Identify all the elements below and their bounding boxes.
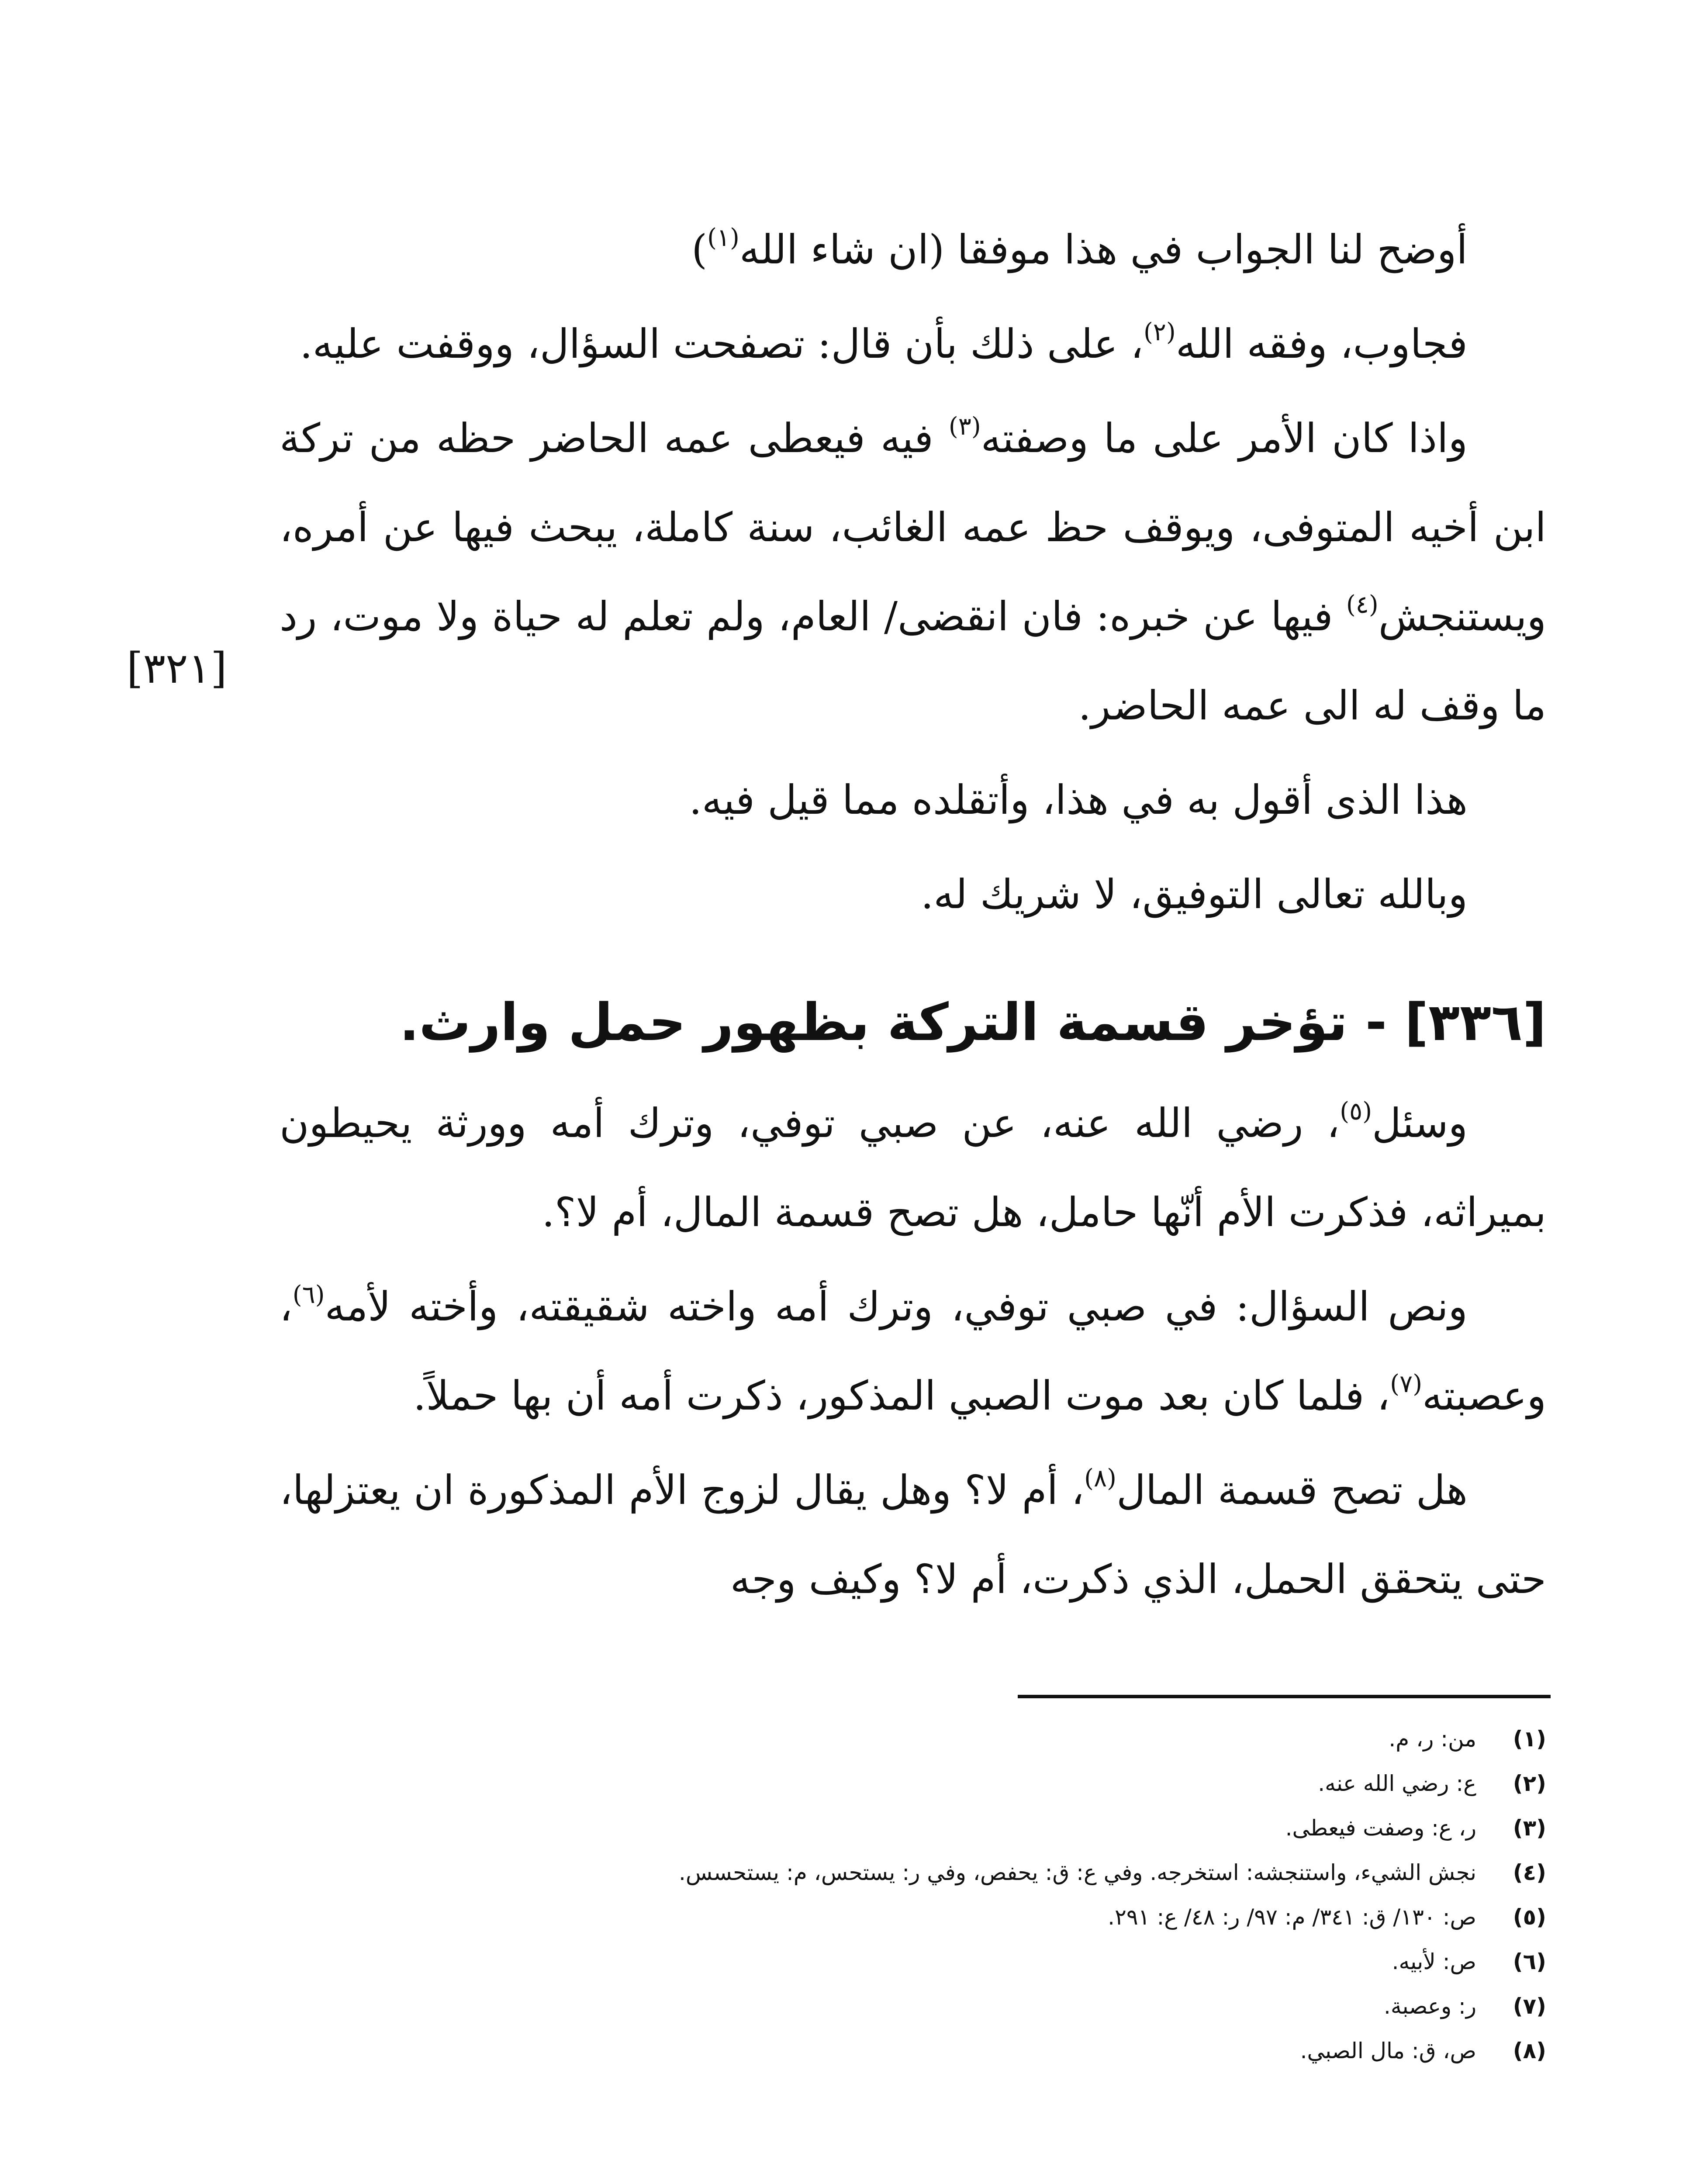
paragraph-2-text: فجاوب، وفقه الله <box>1175 321 1468 367</box>
footnote-number: (٢) <box>1513 1771 1546 1796</box>
manuscript-folio-marker: [٣٢١] <box>127 644 227 693</box>
paragraph-2-text-end: ، على ذلك بأن قال: تصفحت السؤال، ووقفت عليه. <box>300 321 1144 367</box>
footnote-text: ر: وعصبة. <box>1383 1994 1476 2019</box>
footnote-text: ص: لأبيه. <box>1392 1949 1476 1974</box>
footnote-text: ص: ١٣٠/ ق: ٣٤١/ م: ٩٧/ ر: ٤٨/ ع: ٢٩١. <box>1108 1904 1476 1930</box>
paragraph-2 <box>280 300 1546 389</box>
footnote-ref-1[interactable]: (١) <box>707 224 739 252</box>
paragraph-1-text-end: ) <box>691 226 708 273</box>
footnote-text: من: ر، م. <box>1389 1726 1476 1752</box>
paragraph-3-text-middle: فيه فيعطى عمه الحاضر حظه من تركة ابن أخيه المتوفى، ويوقف حظ عمه الغائب، سنة كاملة، يبحث فيها عن أمره، ويستنجش <box>280 415 1546 640</box>
footnote-number: (٣) <box>1513 1815 1546 1841</box>
paragraph-7-text-middle: ، وعصبته <box>280 1283 1546 1419</box>
footnote-ref-8[interactable]: (٨) <box>1084 1464 1116 1493</box>
footnote-number: (٥) <box>1513 1904 1546 1930</box>
paragraph-3-text: واذا كان الأمر على ما وصفته <box>981 415 1468 462</box>
footnote-number: (١) <box>1513 1726 1546 1752</box>
paragraph-7 <box>280 1262 1546 1441</box>
footnote-text: ر، ع: وصفت فيعطى. <box>1285 1815 1476 1841</box>
paragraph-7-text: ونص السؤال: في صبي توفي، وترك أمه واخته شقيقته، وأخته لأمه <box>325 1283 1468 1330</box>
footnote-ref-3[interactable]: (٣) <box>948 412 981 441</box>
footnote-item <box>280 1761 1546 1806</box>
paragraph-7-text-end: ، فلما كان بعد موت الصبي المذكور، ذكرت أمه أن بها حملاً. <box>413 1372 1390 1419</box>
footnote-ref-4[interactable]: (٤) <box>1346 591 1379 619</box>
footnote-item <box>280 1717 1546 1761</box>
paragraph-8-text: هل تصح قسمة المال <box>1116 1467 1468 1514</box>
footnote-number: (٦) <box>1513 1949 1546 1974</box>
paragraph-6 <box>280 1079 1546 1257</box>
footnote-ref-5[interactable]: (٥) <box>1340 1097 1372 1126</box>
footnote-item <box>280 1806 1546 1850</box>
footnote-separator <box>1018 1695 1551 1698</box>
main-text <box>280 205 1546 944</box>
footnote-item <box>280 1939 1546 1984</box>
paragraph-6-text: وسئل <box>1372 1100 1468 1147</box>
footnote-number: (٤) <box>1513 1860 1546 1885</box>
footnote-item <box>280 1984 1546 2028</box>
paragraph-1-text: أوضح لنا الجواب في هذا موفقا (ان شاء الله <box>739 226 1468 273</box>
paragraph-3 <box>280 394 1546 750</box>
footnote-item <box>280 2028 1546 2073</box>
paragraph-1 <box>280 205 1546 294</box>
paragraph-3-text-end: فيها عن خبره: فان انقضى/ العام، ولم تعلم له حياة ولا موت، رد ما وقف له الى عمه الحاضر. <box>280 593 1546 729</box>
paragraph-8-text-end: ، أم لا؟ وهل يقال لزوج الأم المذكورة ان يعتزلها، حتى يتحقق الحمل، الذي ذكرت، أم لا؟ وكيف وجه <box>280 1467 1546 1603</box>
footnote-number: (٧) <box>1513 1994 1546 2019</box>
section-heading: [٣٣٦] - تؤخر قسمة التركة بظهور حمل وارث. <box>399 992 1546 1052</box>
footnotes-list <box>280 1717 1546 2073</box>
paragraph-8 <box>280 1446 1546 1624</box>
footnote-text: ع: رضي الله عنه. <box>1318 1771 1476 1796</box>
footnote-text: نجش الشيء، واستنجشه: استخرجه. وفي ع: ق: يحفص، وفي ر: يستحس، م: يستحسس. <box>678 1860 1476 1885</box>
paragraph-5: وبالله تعالى التوفيق، لا شريك له. <box>921 871 1468 918</box>
main-text-continued <box>280 1079 1546 1624</box>
footnote-text: ص، ق: مال الصبي. <box>1300 2038 1476 2063</box>
footnote-ref-2[interactable]: (٢) <box>1143 318 1176 346</box>
footnote-ref-6[interactable]: (٦) <box>292 1281 325 1309</box>
footnote-number: (٨) <box>1513 2038 1546 2063</box>
paragraph-4: هذا الذى أقول به في هذا، وأتقلده مما قيل فيه. <box>689 777 1468 823</box>
footnote-ref-7[interactable]: (٧) <box>1390 1370 1423 1398</box>
footnote-item <box>280 1895 1546 1939</box>
footnote-item <box>280 1850 1546 1895</box>
paragraph-6-text-end: ، رضي الله عنه، عن صبي توفي، وترك أمه وورثة يحيطون بميراثه، فذكرت الأم أنّها حامل، هل تصح قسمة المال، أم لا؟. <box>280 1100 1546 1236</box>
